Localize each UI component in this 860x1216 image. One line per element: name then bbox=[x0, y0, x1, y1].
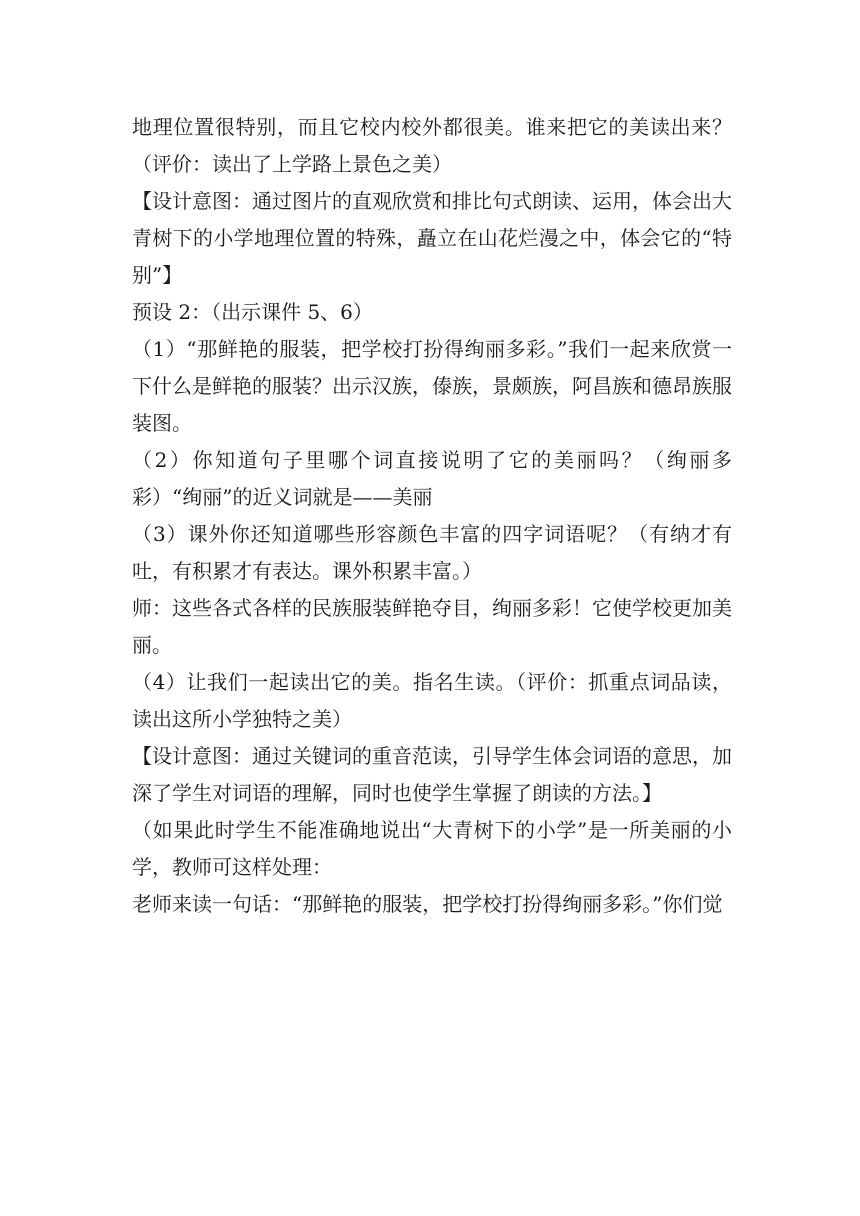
paragraph-5: （2）你知道句子里哪个词直接说明了它的美丽吗？（绚丽多彩）“绚丽”的近义词就是——美丽 bbox=[132, 448, 732, 509]
paragraph-1: 地理位置很特别，而且它校内校外都很美。谁来把它的美读出来？（评价：读出了上学路上景色之美） bbox=[132, 115, 732, 176]
paragraph-3: 预设 2：（出示课件 5、6） bbox=[132, 300, 373, 324]
document-body bbox=[132, 109, 732, 923]
paragraph-11: 老师来读一句话：“那鲜艳的服装，把学校打扮得绚丽多彩。”你们觉 bbox=[132, 892, 723, 916]
paragraph-4: （1）“那鲜艳的服装，把学校打扮得绚丽多彩。”我们一起来欣赏一下什么是鲜艳的服装？出示汉族，傣族，景颇族，阿昌族和德昂族服装图。 bbox=[132, 337, 732, 435]
paragraph-10: （如果此时学生不能准确地说出“大青树下的小学”是一所美丽的小学，教师可这样处理： bbox=[132, 818, 732, 879]
paragraph-8: （4）让我们一起读出它的美。指名生读。（评价：抓重点词品读，读出这所小学独特之美） bbox=[132, 670, 732, 731]
paragraph-9: 【设计意图：通过关键词的重音范读，引导学生体会词语的意思，加深了学生对词语的理解，同时也使学生掌握了朗读的方法。】 bbox=[132, 744, 732, 805]
paragraph-6: （3）课外你还知道哪些形容颜色丰富的四字词语呢？（有纳才有吐，有积累才有表达。课外积累丰富。） bbox=[132, 522, 732, 583]
paragraph-2: 【设计意图：通过图片的直观欣赏和排比句式朗读、运用，体会出大青树下的小学地理位置的特殊，矗立在山花烂漫之中，体会它的“特别”】 bbox=[132, 189, 732, 287]
paragraph-7: 师：这些各式各样的民族服装鲜艳夺目，绚丽多彩！它使学校更加美丽。 bbox=[132, 596, 732, 657]
